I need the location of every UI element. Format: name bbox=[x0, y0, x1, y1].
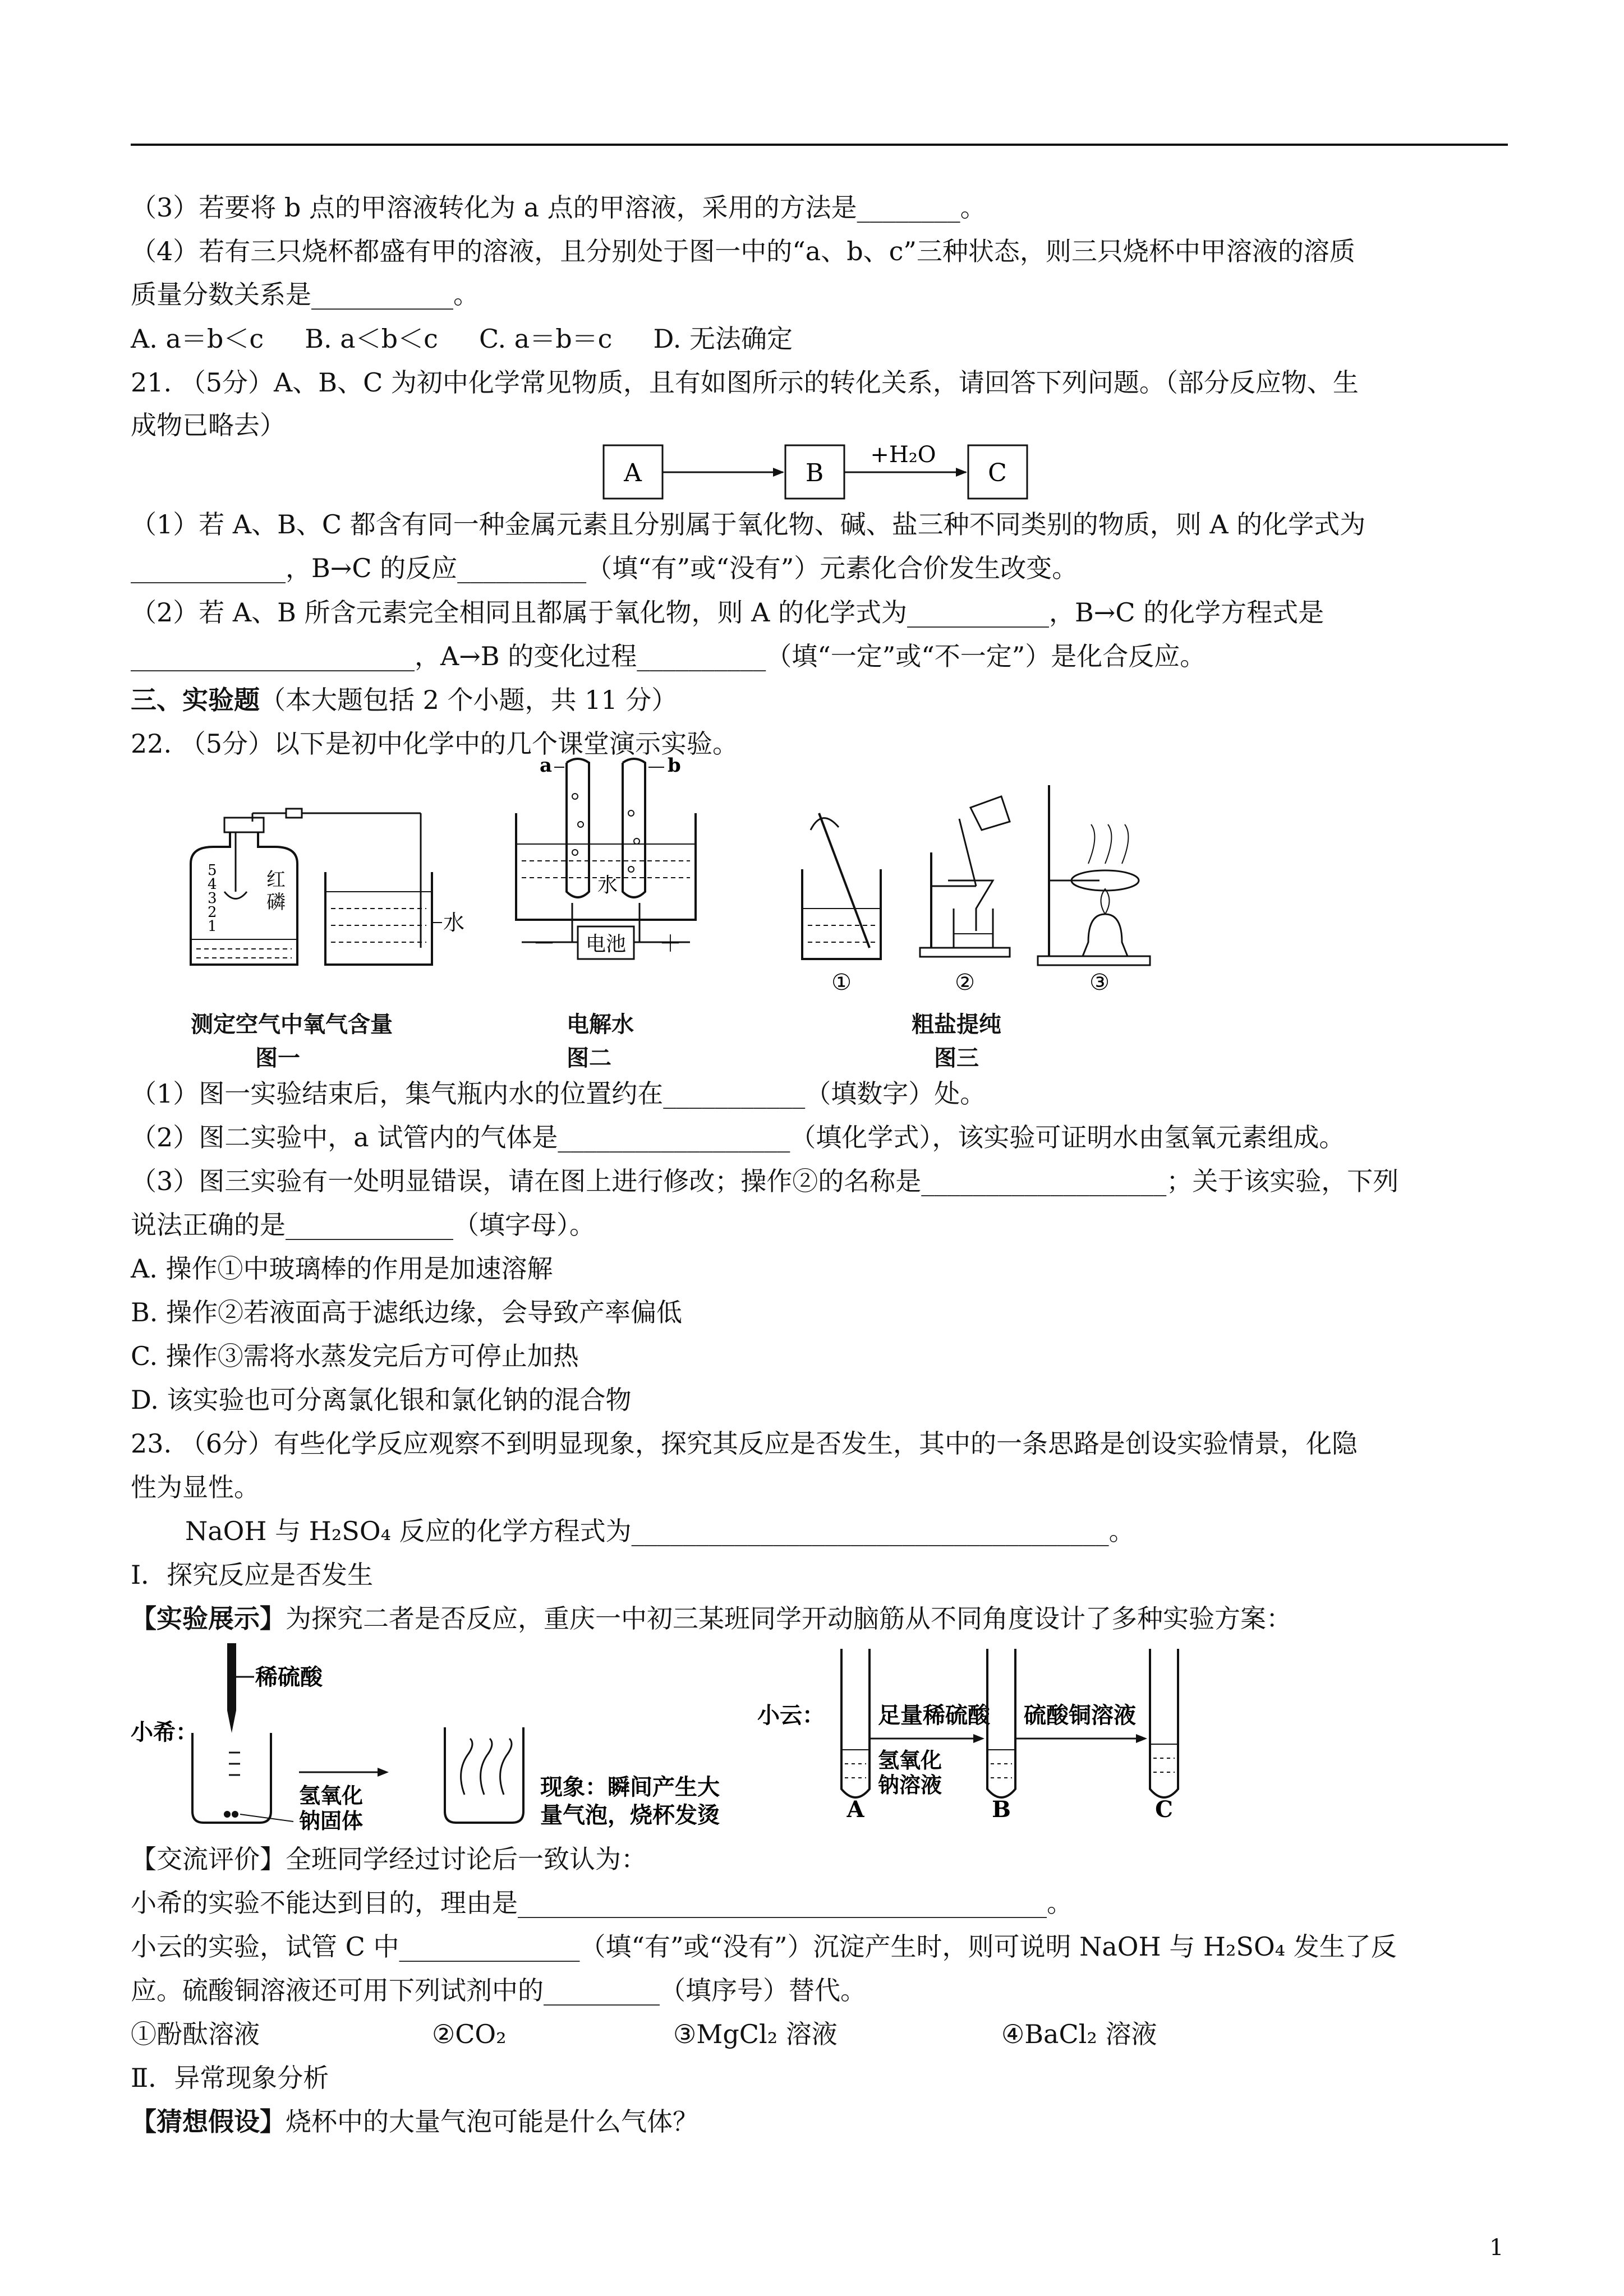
alcohol-lamp bbox=[1083, 914, 1128, 956]
water-label-fig1: 水 bbox=[443, 910, 465, 935]
experiment-display bbox=[131, 1602, 1292, 1635]
svg-text:4: 4 bbox=[208, 876, 217, 893]
gas-bubbles bbox=[461, 1739, 512, 1795]
q22-option-a: A. 操作①中玻璃棒的作用是加速溶解 bbox=[131, 1253, 553, 1284]
tube-c-letter: C bbox=[1155, 1796, 1173, 1823]
q22-option-b: B. 操作②若液面高于滤纸边缘，会导致产率偏低 bbox=[131, 1297, 683, 1327]
water-trough bbox=[516, 813, 696, 920]
xiaoyun-line2: 应。硫酸铜溶液还可用下列试剂中的_________（填序号）替代。 bbox=[131, 1975, 866, 2005]
naoh-solution-label-2: 钠溶液 bbox=[878, 1772, 942, 1797]
arrowhead-b-c bbox=[956, 468, 967, 477]
q22-part2: （2）图二实验中，a 试管内的气体是__________________（填化学式），该实验可证明水由氢氧元素组成。 bbox=[131, 1122, 1345, 1152]
q21-transformation-diagram bbox=[595, 437, 1043, 505]
xiaoxi-experiment-figure bbox=[131, 1643, 759, 1845]
q20-part4-line2: 质量分数关系是___________。 bbox=[131, 279, 479, 310]
naoh-solution-label-1: 氢氧化 bbox=[878, 1748, 942, 1773]
pouring-beaker bbox=[970, 796, 1010, 830]
red-phosphorus-label-2: 磷 bbox=[266, 891, 286, 914]
hypothesis-tag: 【猜想假设】 bbox=[131, 2106, 286, 2137]
q21-stem-line2: 成物已略去） bbox=[131, 410, 286, 440]
test-tube-c bbox=[1150, 1649, 1178, 1797]
figure-1-number: 图一 bbox=[255, 1045, 300, 1071]
tube-b-label: b bbox=[668, 754, 681, 777]
section-3-heading bbox=[131, 683, 677, 717]
naoh-solid-label-1: 氢氧化 bbox=[299, 1783, 364, 1808]
figure-3-salt-purification bbox=[785, 774, 1195, 993]
xiaoxi-label: 小希： bbox=[131, 1719, 198, 1745]
q21-part1-line2: ____________，B→C 的反应__________（填“有”或“没有”）元素化合价发生改变。 bbox=[131, 553, 1078, 583]
q23-equation-prompt: NaOH 与 H₂SO₄ 反应的化学方程式为_____________________________________。 bbox=[185, 1516, 1135, 1546]
part-1-heading: Ⅰ．探究反应是否发生 bbox=[131, 1560, 374, 1590]
test-tube-a-naoh bbox=[841, 1649, 869, 1797]
copper-sulfate-label: 硫酸铜溶液 bbox=[1024, 1702, 1136, 1728]
rubber-stopper bbox=[224, 818, 264, 832]
box-b-label: B bbox=[805, 459, 824, 487]
q23-stem-line1: 23. （6分）有些化学反应观察不到明显现象，探究其反应是否发生，其中的一条思路是创设实验情景，化隐 bbox=[131, 1428, 1358, 1459]
figure-1-caption: 测定空气中氧气含量 bbox=[191, 1011, 393, 1038]
header-rule bbox=[131, 144, 1508, 146]
tube-a-label: a bbox=[540, 754, 553, 777]
q23-stem-line2: 性为显性。 bbox=[131, 1472, 260, 1502]
q21-part1-line1: （1）若 A、B、C 都含有同一种金属元素且分别属于氧化物、碱、盐三种不同类别的物质，则 A 的化学式为 bbox=[131, 509, 1366, 540]
battery-label: 电池 bbox=[585, 933, 627, 956]
test-tube-a bbox=[567, 759, 589, 897]
page-number: 1 bbox=[1489, 2235, 1504, 2261]
xiaoyun-experiment-figure bbox=[757, 1643, 1509, 1845]
q20-part4-line1: （4）若有三只烧杯都盛有甲的溶液，且分别处于图一中的“a、b、c”三种状态，则三只烧杯中甲溶液的溶质 bbox=[131, 236, 1355, 266]
arrowhead-a-b bbox=[773, 468, 784, 477]
naoh-solid bbox=[224, 1811, 231, 1818]
negative-sign: － bbox=[533, 931, 555, 957]
figure-2-number: 图二 bbox=[567, 1045, 611, 1071]
receiving-beaker bbox=[954, 909, 993, 948]
red-phosphorus-label-1: 红 bbox=[266, 869, 286, 891]
dilute-sulfuric-acid-label: 稀硫酸 bbox=[255, 1664, 323, 1690]
experiment-display-text: 为探究二者是否反应，重庆一中初三某班同学开动脑筋从不同角度设计了多种实验方案： bbox=[286, 1603, 1292, 1634]
water-beaker bbox=[325, 872, 432, 965]
discussion-text: 全班同学经过讨论后一致认为： bbox=[286, 1844, 647, 1874]
figure-3-number: 图三 bbox=[934, 1045, 979, 1071]
tube-a-letter: A bbox=[846, 1796, 864, 1823]
test-tube-b bbox=[987, 1649, 1015, 1797]
section-3-note: （本大题包括 2 个小题，共 11 分） bbox=[260, 685, 678, 715]
box-a-label: A bbox=[624, 459, 642, 487]
part-2-heading: Ⅱ．异常现象分析 bbox=[131, 2063, 329, 2093]
iron-stand-base-3 bbox=[1038, 956, 1150, 965]
q22-part3-line1: （3）图三实验有一处明显错误，请在图上进行修改；操作②的名称是___________________；关于该实验，下列 bbox=[131, 1166, 1399, 1196]
xiaoyun-line1: 小云的实验，试管 C 中______________（填“有”或“没有”）沉淀产生时，则可说明 NaOH 与 H₂SO₄ 发生了反 bbox=[131, 1931, 1397, 1962]
hypothesis bbox=[131, 2105, 698, 2138]
reagent-option-3: ③MgCl₂ 溶液 bbox=[673, 2019, 838, 2049]
operation-2-label: ② bbox=[955, 970, 975, 993]
arrow-label-h2o: +H₂O bbox=[870, 442, 936, 468]
iron-stand-base-2 bbox=[920, 948, 1010, 957]
xiaoxi-reason: 小希的实验不能达到目的，理由是_________________________________________。 bbox=[131, 1888, 1073, 1918]
combustion-spoon bbox=[224, 892, 247, 899]
section-3-title: 三、实验题 bbox=[131, 685, 260, 715]
discussion-tag: 【交流评价】 bbox=[131, 1844, 286, 1874]
xiaoxi-beaker-before bbox=[192, 1733, 271, 1823]
figure-3-caption: 粗盐提纯 bbox=[912, 1011, 1001, 1038]
steam bbox=[1088, 824, 1128, 864]
box-c-label: C bbox=[988, 459, 1007, 487]
positive-sign: ＋ bbox=[659, 931, 682, 957]
q22-part3-line2: 说法正确的是_____________（填字母）。 bbox=[131, 1210, 595, 1240]
reagent-option-4: ④BaCl₂ 溶液 bbox=[1001, 2019, 1157, 2049]
operation-3-label: ③ bbox=[1089, 970, 1110, 993]
q22-part1: （1）图一实验结束后，集气瓶内水的位置约在___________（填数字）处。 bbox=[131, 1078, 986, 1109]
svg-text:2: 2 bbox=[208, 904, 217, 921]
tube-b-letter: B bbox=[992, 1796, 1011, 1823]
figure-2-caption: 电解水 bbox=[567, 1011, 634, 1038]
reagent-option-1: ①酚酞溶液 bbox=[131, 2019, 260, 2049]
water-label-fig2: 水 bbox=[597, 874, 618, 897]
naoh-solid-label-2: 钠固体 bbox=[299, 1808, 364, 1833]
q22-option-d: D. 该实验也可分离氯化银和氯化钠的混合物 bbox=[131, 1385, 632, 1415]
filter-funnel bbox=[948, 880, 993, 931]
q20-options: A. a＝b＜c B. a＜b＜c C. a＝b＝c D. 无法确定 bbox=[131, 324, 793, 354]
phenomenon-line-2: 量气泡，烧杯发烫 bbox=[540, 1802, 720, 1828]
glass-rod bbox=[819, 813, 869, 948]
clamp bbox=[286, 809, 302, 818]
reagent-option-2: ②CO₂ bbox=[432, 2019, 507, 2049]
dropper-bulb bbox=[227, 1643, 236, 1711]
svg-text:1: 1 bbox=[208, 918, 217, 935]
phenomenon-line-1: 现象：瞬间产生大 bbox=[540, 1774, 720, 1800]
discussion-evaluation bbox=[131, 1842, 647, 1876]
q22-option-c: C. 操作③需将水蒸发完后方可停止加热 bbox=[131, 1341, 579, 1371]
q21-part2-line1: （2）若 A、B 所含元素完全相同且都属于氧化物，则 A 的化学式为___________，B→C 的化学方程式是 bbox=[131, 597, 1324, 628]
flame bbox=[1101, 889, 1110, 914]
q21-stem-line1: 21. （5分）A、B、C 为初中化学常见物质，且有如图所示的转化关系，请回答下列问题。（部分反应物、生 bbox=[131, 367, 1359, 398]
figure-1-oxygen-apparatus bbox=[168, 808, 471, 976]
q20-part3: （3）若要将 b 点的甲溶液转化为 a 点的甲溶液，采用的方法是________。 bbox=[131, 192, 986, 223]
svg-text:5: 5 bbox=[208, 862, 217, 879]
q21-part2-line2: ______________________，A→B 的变化过程__________（填“一定”或“不一定”）是化合反应。 bbox=[131, 641, 1206, 671]
svg-text:3: 3 bbox=[208, 890, 217, 907]
experiment-display-tag: 【实验展示】 bbox=[131, 1603, 286, 1634]
xiaoyun-label: 小云： bbox=[757, 1702, 825, 1728]
figure-2-electrolysis-apparatus bbox=[505, 751, 707, 976]
hypothesis-text: 烧杯中的大量气泡可能是什么气体？ bbox=[286, 2106, 698, 2137]
dropper-tip bbox=[227, 1711, 236, 1733]
q22-stem: 22. （5分）以下是初中化学中的几个课堂演示实验。 bbox=[131, 729, 739, 759]
test-tube-b bbox=[623, 759, 645, 897]
excess-acid-label: 足量稀硫酸 bbox=[878, 1702, 990, 1728]
operation-1-label: ① bbox=[831, 970, 852, 993]
